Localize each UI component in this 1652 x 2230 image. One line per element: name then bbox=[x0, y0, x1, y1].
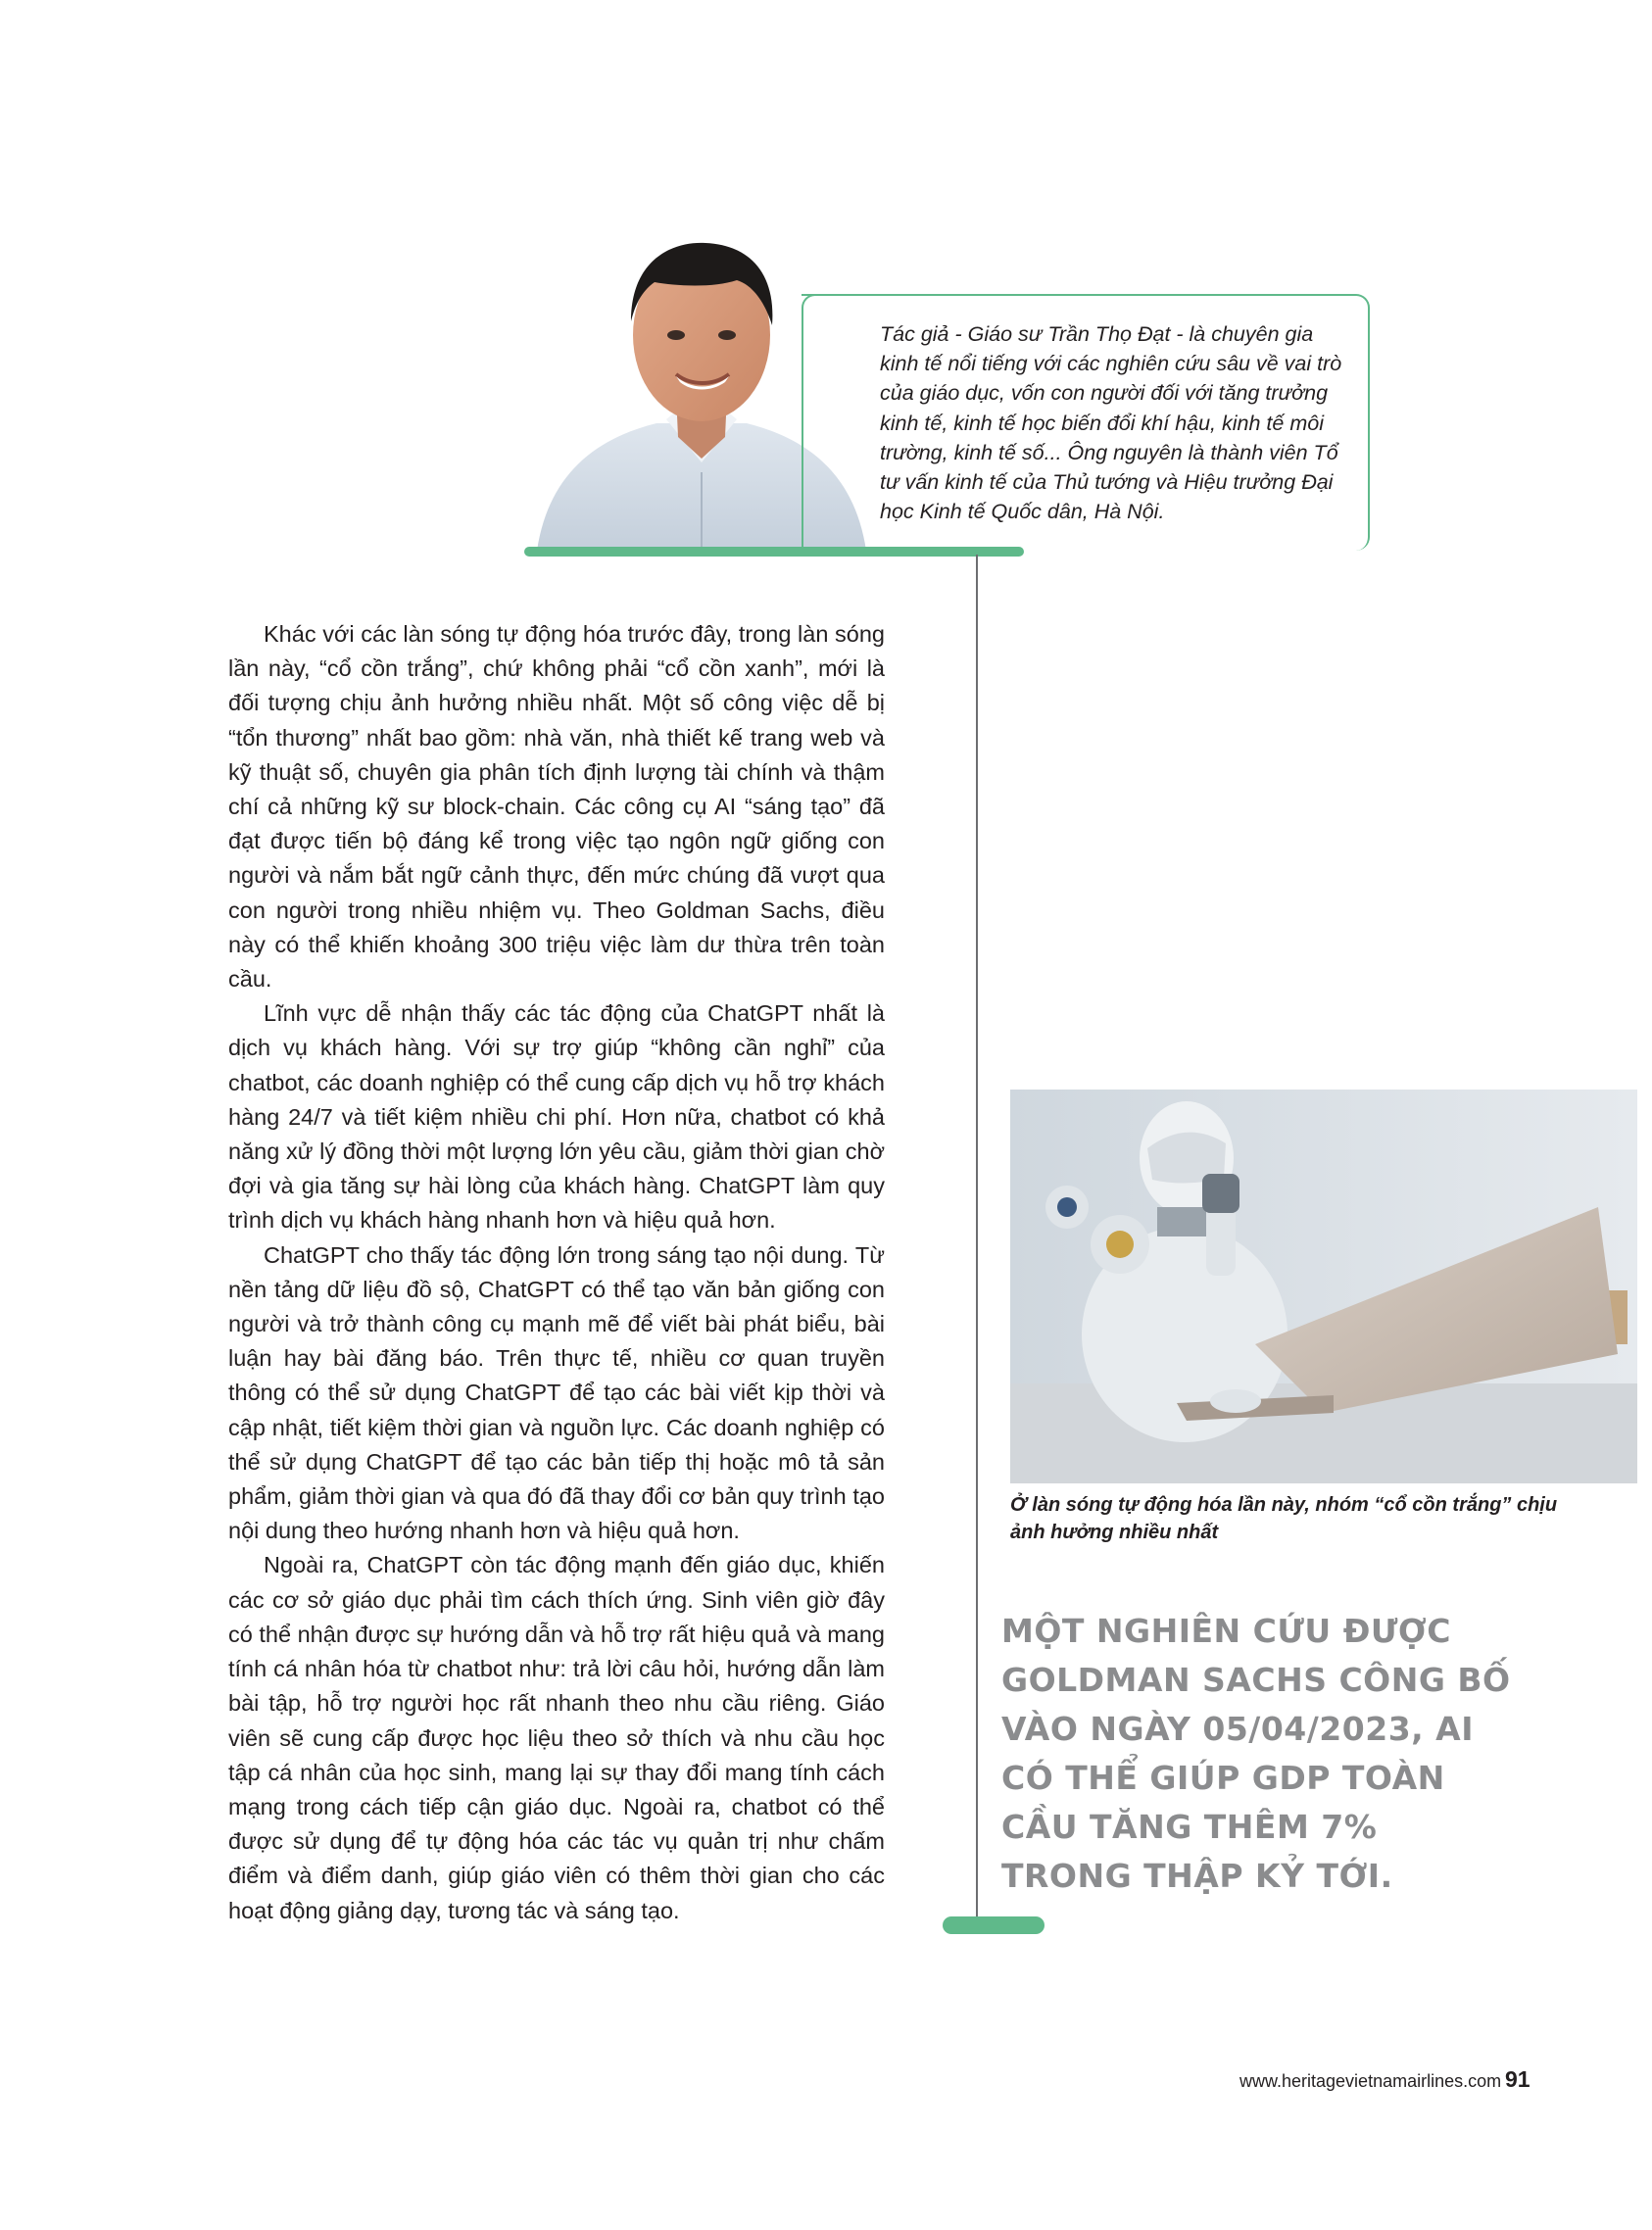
portrait-accent-bar bbox=[524, 547, 1024, 557]
divider-accent-bar bbox=[943, 1916, 1045, 1934]
pull-quote: MỘT NGHIÊN CỨU ĐƯỢC GOLDMAN SACHS CÔNG BỐ VÀO NGÀY 05/04/2023, AI CÓ THỂ GIÚP GDP TOÀN CẦU TĂNG THÊM 7% TRONG THẬP KỶ TỚI. bbox=[1001, 1612, 1511, 1895]
footer-url[interactable]: www.heritagevietnamairlines.com bbox=[1239, 2071, 1502, 2091]
photo-caption: Ở làn sóng tự động hóa lần này, nhóm “cổ cồn trắng” chịu ảnh hưởng nhiều nhất bbox=[1010, 1494, 1558, 1543]
body-paragraph: Khác với các làn sóng tự động hóa trước đây, trong làn sóng lần này, “cổ cồn trắng”, chứ không phải “cổ cồn xanh”, mới là đối tượng chịu ảnh hưởng nhiều nhất. Một số công việc dễ bị “tổn thương” nhất bao gồm: nhà văn, nhà thiết kế trang web và kỹ thuật số, chuyên gia phân tích định lượng tài chính và thậm chí cả những kỹ sư block-chain. Các công cụ AI “sáng tạo” đã đạt được tiến bộ đáng kể trong việc tạo ngôn ngữ giống con người và nắm bắt ngữ cảnh thực, đến mức chúng đã vượt qua con người trong nhiều nhiệm vụ. Theo Goldman Sachs, điều này có thể khiến khoảng 300 triệu việc làm dư thừa trên toàn cầu. bbox=[228, 621, 885, 993]
robot-laptop-photo bbox=[1010, 1090, 1637, 1483]
author-bio: Tác giả - Giáo sư Trần Thọ Đạt - là chuyên gia kinh tế nổi tiếng với các nghiên cứu sâu về vai trò của giáo dục, vốn con người đối với tăng trưởng kinh tế, kinh tế học biến đổi khí hậu, kinh tế môi trường, kinh tế số... Ông nguyên là thành viên Tổ tư vấn kinh tế của Thủ tướng và Hiệu trưởng Đại học Kinh tế Quốc dân, Hà Nội. bbox=[880, 322, 1342, 524]
column-divider bbox=[976, 555, 978, 1922]
article-body bbox=[228, 617, 885, 1928]
body-paragraph: ChatGPT cho thấy tác động lớn trong sáng tạo nội dung. Từ nền tảng dữ liệu đồ sộ, ChatGPT có thể tạo văn bản giống con người và trở thành công cụ mạnh mẽ để viết bài phát biểu, bài luận hay bài đăng báo. Trên thực tế, nhiều cơ quan truyền thông có thể sử dụng ChatGPT để tạo các bài viết kịp thời và cập nhật, tiết kiệm thời gian và nguồn lực. Các doanh nghiệp có thể sử dụng ChatGPT để tạo các bản tiếp thị hoặc mô tả sản phẩm, giảm thời gian và qua đó đã thay đổi cơ bản quy trình tạo nội dung theo hướng nhanh hơn và hiệu quả hơn. bbox=[228, 1241, 885, 1544]
body-paragraph: Lĩnh vực dễ nhận thấy các tác động của ChatGPT nhất là dịch vụ khách hàng. Với sự trợ giúp “không cần nghỉ” của chatbot, các doanh nghiệp có thể cung cấp dịch vụ hỗ trợ khách hàng 24/7 và tiết kiệm nhiều chi phí. Hơn nữa, chatbot có khả năng xử lý đồng thời một lượng lớn yêu cầu, giảm thời gian chờ đợi và gia tăng sự hài lòng của khách hàng. ChatGPT làm quy trình dịch vụ khách hàng nhanh hơn và hiệu quả hơn. bbox=[228, 1000, 885, 1234]
page-number: 91 bbox=[1505, 2066, 1531, 2092]
body-paragraph: Ngoài ra, ChatGPT còn tác động mạnh đến giáo dục, khiến các cơ sở giáo dục phải tìm cách thích ứng. Sinh viên giờ đây có thể nhận được sự hướng dẫn và hỗ trợ rất hiệu quả và mang tính cá nhân hóa từ chatbot như: trả lời câu hỏi, hướng dẫn làm bài tập, hỗ trợ người học rất nhanh theo nhu cầu riêng. Giáo viên sẽ cung cấp được học liệu theo sở thích và nhu cầu học tập cá nhân của học sinh, mang lại sự thay đổi mang tính cách mạng trong cách tiếp cận giáo dục. Ngoài ra, chatbot có thể được sử dụng để tự động hóa các tác vụ quản trị như chấm điểm và điểm danh, giúp giáo viên có thêm thời gian cho các hoạt động giảng dạy, tương tác và sáng tạo. bbox=[228, 1552, 885, 1923]
